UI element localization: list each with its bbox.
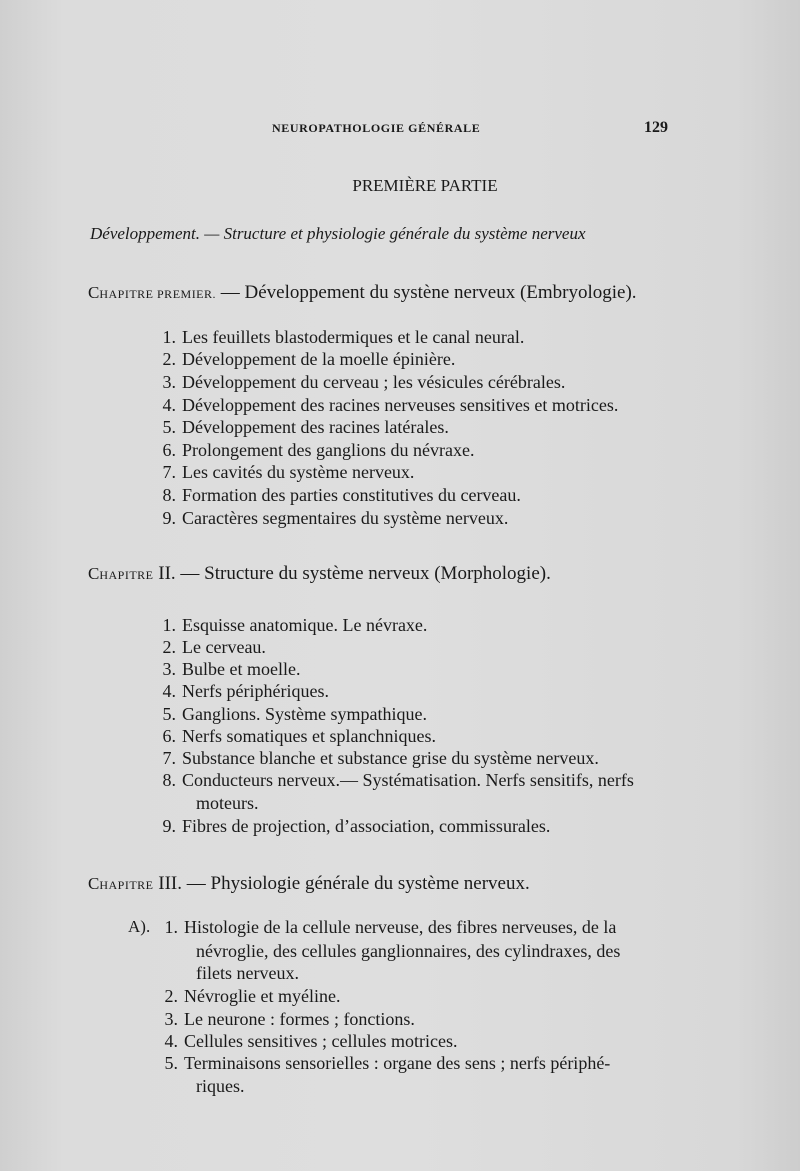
list-item: 5. Développement des racines latérales. [162, 417, 449, 437]
list-item: 4. Développement des racines nerveuses sensitives et motrices. [162, 395, 619, 415]
section-label: A). [128, 917, 151, 936]
list-item: 7. Les cavités du système nerveux. [162, 462, 415, 482]
list-item: 1. Esquisse anatomique. Le névraxe. [162, 615, 428, 635]
list-item: 3. Bulbe et moelle. [162, 659, 301, 679]
list-item-continuation: riques. [196, 1076, 245, 1096]
part-title: PREMIÈRE PARTIE [352, 176, 498, 195]
list-item: 4. Cellules sensitives ; cellules motrices. [164, 1031, 458, 1051]
list-item: 8. Conducteurs nerveux.— Systématisation. Nerfs sensitifs, nerfs [162, 770, 634, 790]
list-item: 4. Nerfs périphériques. [162, 681, 329, 701]
list-item-continuation: névroglie, des cellules ganglionnaires, des cylindraxes, des [196, 941, 621, 961]
list-item: 2. Développement de la moelle épinière. [162, 349, 456, 369]
list-item-continuation: filets nerveux. [196, 963, 299, 983]
list-item: 9. Caractères segmentaires du système nerveux. [162, 508, 509, 528]
list-item: 6. Prolongement des ganglions du névraxe. [162, 440, 475, 460]
list-item: 9. Fibres de projection, d’association, commissurales. [162, 816, 551, 836]
list-item: 5. Terminaisons sensorielles : organe des sens ; nerfs périphé- [164, 1053, 611, 1073]
list-item: 2. Névroglie et myéline. [164, 986, 341, 1006]
chapter-heading-1: CHAPITRE PREMIER. — Développement du systène nerveux (Embryologie). [88, 282, 637, 303]
list-item: 3. Développement du cerveau ; les vésicules cérébrales. [162, 372, 566, 392]
chapter-heading-2: CHAPITRE II. — Structure du système nerveux (Morphologie). [88, 563, 551, 584]
part-subtitle: Développement. — Structure et physiologie générale du système nerveux [90, 224, 586, 243]
page-number: 129 [644, 119, 668, 136]
chapter-heading-3: CHAPITRE III. — Physiologie générale du système nerveux. [88, 873, 530, 894]
list-item: 1. Histologie de la cellule nerveuse, des fibres nerveuses, de la [164, 917, 617, 937]
list-item: 2. Le cerveau. [162, 637, 266, 657]
list-item: 6. Nerfs somatiques et splanchniques. [162, 726, 436, 746]
list-item: 8. Formation des parties constitutives du cerveau. [162, 485, 521, 505]
list-item: 7. Substance blanche et substance grise du système nerveux. [162, 748, 599, 768]
list-item: 3. Le neurone : formes ; fonctions. [164, 1009, 415, 1029]
running-title: NEUROPATHOLOGIE GÉNÉRALE [272, 121, 481, 135]
list-item: 1. Les feuillets blastodermiques et le canal neural. [162, 327, 525, 347]
list-item-continuation: moteurs. [196, 793, 259, 813]
list-item: 5. Ganglions. Système sympathique. [162, 704, 427, 724]
